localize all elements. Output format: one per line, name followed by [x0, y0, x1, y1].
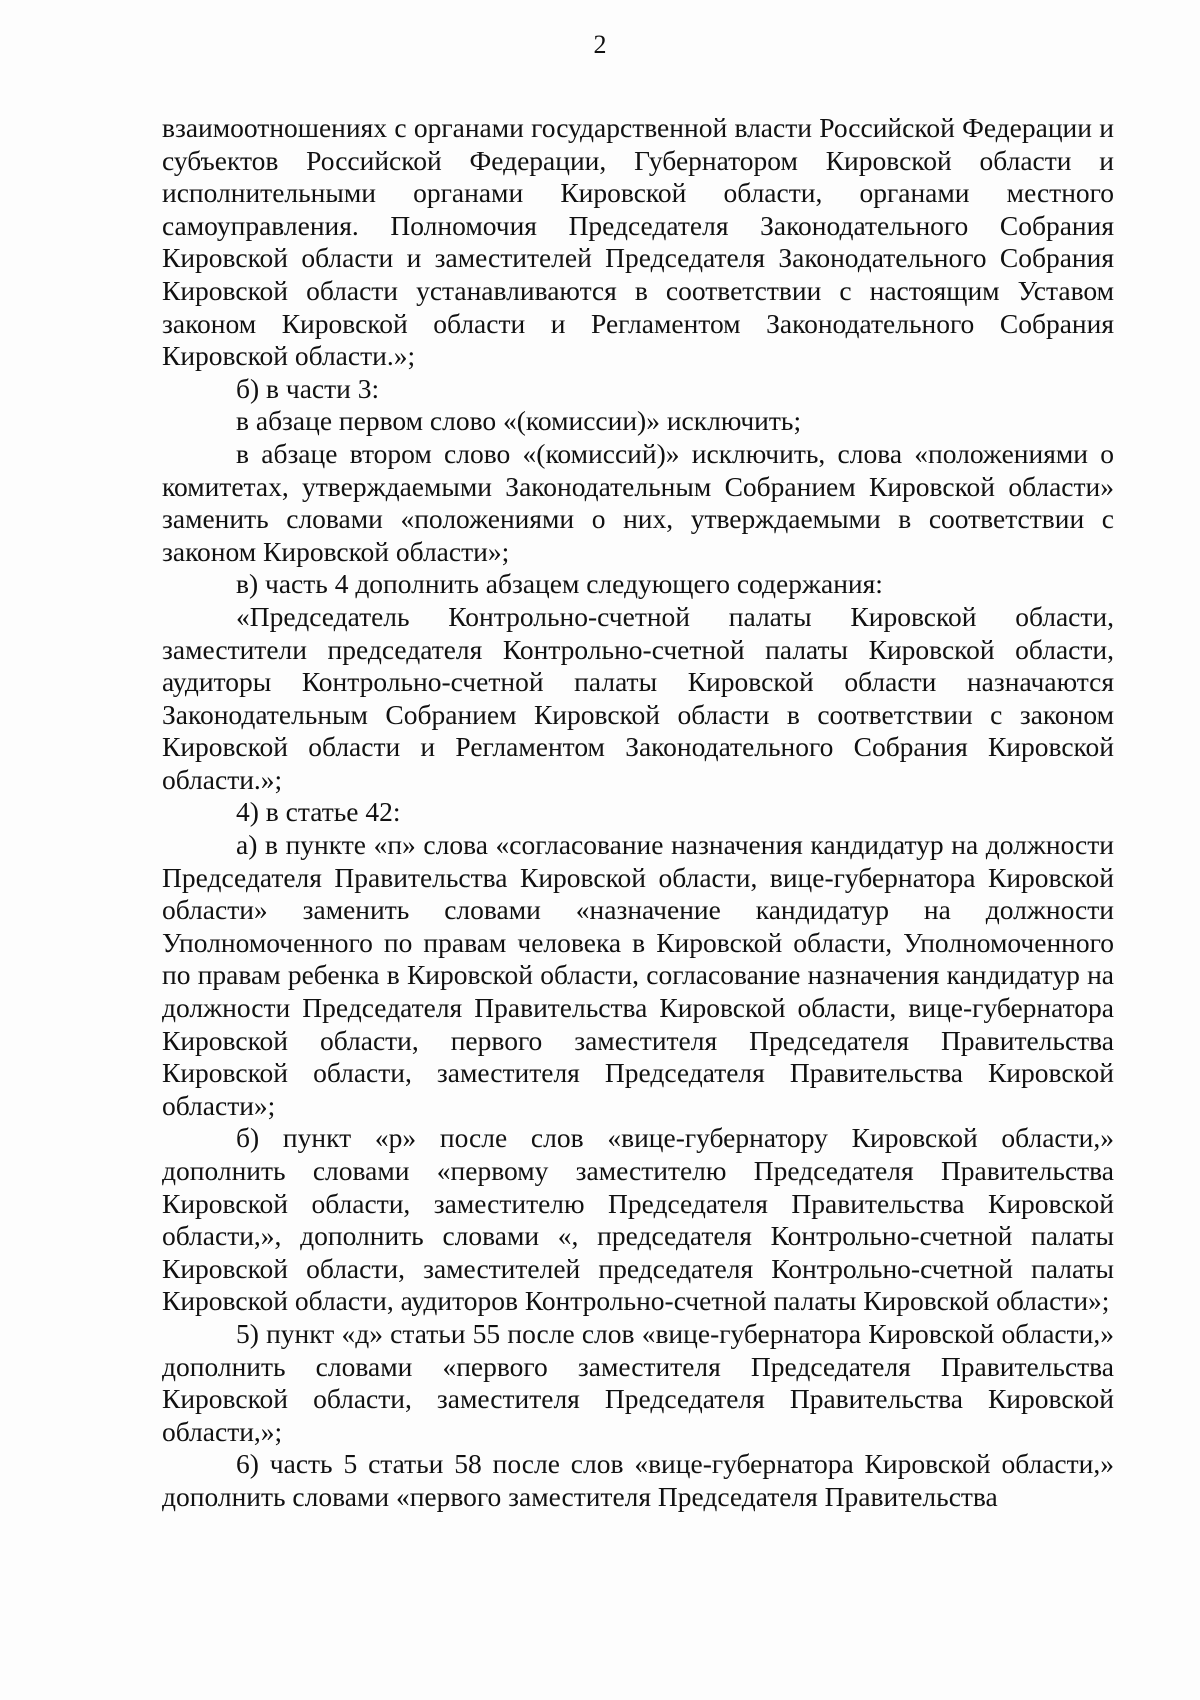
paragraph-item-6-article-58: 6) часть 5 статьи 58 после слов «вице-губернатора Кировской области,» дополнить словами «первого заместителя Председателя Правительства — [162, 1448, 1114, 1512]
paragraph-item-v-part-4: в) часть 4 дополнить абзацем следующего содержания: — [236, 568, 883, 600]
paragraph-item-b-part-3: б) в части 3: — [236, 372, 380, 404]
paragraph-item-5-article-55: 5) пункт «д» статьи 55 после слов «вице-губернатора Кировской области,» дополнить словами «первого заместителя Председателя Правительства Кировской области, заместителя Председателя Правительства Кировской области,»; — [162, 1317, 1114, 1447]
paragraph-second-abzats: в абзаце втором слово «(комиссий)» исключить, слова «положениями о комитетах, утверждаемыми Законодательным Собранием Кировской области» заменить словами «положениями о них, утверждаемыми в соответствии с законом Кировской области»; — [162, 437, 1114, 567]
paragraph-item-a-point-p: а) в пункте «п» слова «согласование назначения кандидатур на должности Председателя Правительства Кировской области, вице-губернатора Кировской области» заменить словами «назначение кандидатур на должности Уполномоченного по правам человека в Кировской области, Уполномоченного по правам ребенка в Кировской области, согласование назначения кандидатур на должности Председателя Правительства Кировской области, вице-губернатора Кировской области, первого заместителя Председателя Правительства Кировской области, заместителя Председателя Правительства Кировской области»; — [162, 829, 1114, 1121]
paragraph-item-b-point-r: б) пункт «р» после слов «вице-губернатору Кировской области,» дополнить словами «первому заместителю Председателя Правительства Кировской области, заместителю Председателя Правительства Кировской области,», дополнить словами «, председателя Контрольно-счетной палаты Кировской области, заместителей председателя Контрольно-счетной палаты Кировской области, аудиторов Контрольно-счетной палаты Кировской области»; — [162, 1122, 1114, 1317]
paragraph-continuation: взаимоотношениях с органами государственной власти Российской Федерации и субъектов Российской Федерации, Губернатором Кировской области и исполнительными органами Кировской области, органами местного самоуправления. Полномочия Председателя Законодательного Собрания Кировской области и заместителей Председателя Законодательного Собрания Кировской области устанавливаются в соответствии с настоящим Уставом законом Кировской области и Регламентом Законодательного Собрания Кировской области.»; — [162, 112, 1114, 372]
paragraph-control-chamber-quote: «Председатель Контрольно-счетной палаты Кировской области, заместители председателя Контрольно-счетной палаты Кировской области, аудиторы Контрольно-счетной палаты Кировской области назначаются Законодательным Собранием Кировской области в соответствии с законом Кировской области и Регламентом Законодательного Собрания Кировской области.»; — [162, 600, 1114, 795]
paragraph-first-abzats: в абзаце первом слово «(комиссии)» исключить; — [236, 405, 802, 437]
paragraph-item-4-article-42: 4) в статье 42: — [236, 796, 401, 828]
page-number: 2 — [593, 30, 607, 59]
document-body — [162, 112, 1114, 1514]
